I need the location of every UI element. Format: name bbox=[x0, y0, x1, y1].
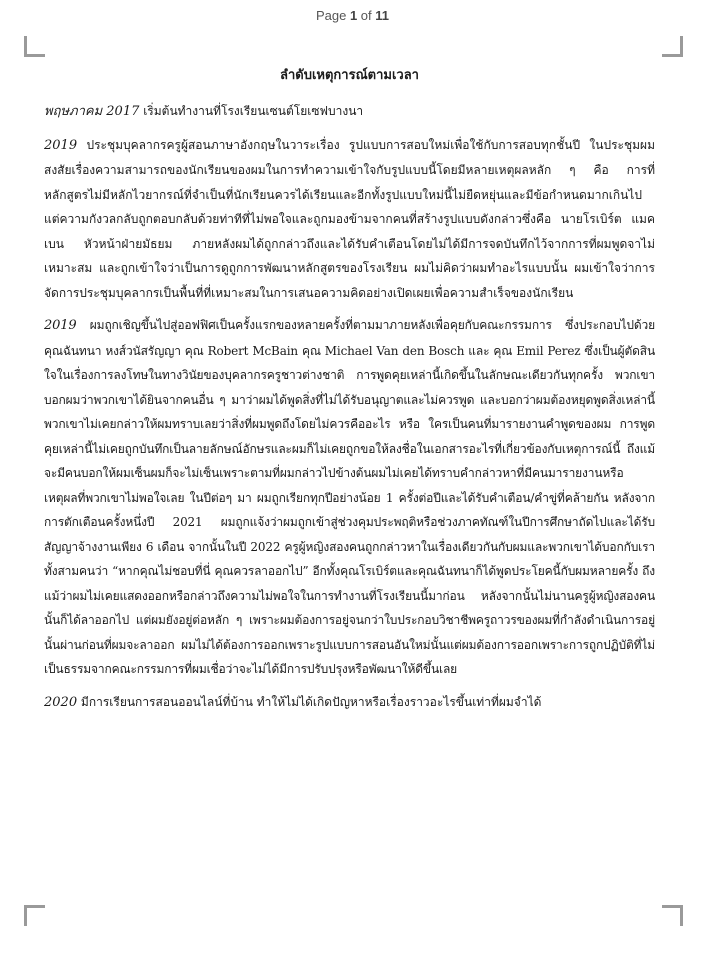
paragraph-text: มีการเรียนการสอนออนไลน์ที่บ้าน ทำให้ไม่ได้เกิดปัญหาหรือเรื่องราวอะไรขึ้นเท่าที่ผมจำได้ bbox=[77, 694, 542, 709]
page-corner-mark-bottom-right bbox=[662, 905, 683, 926]
paragraph-2019-office bbox=[44, 313, 655, 682]
paragraph-may-2017 bbox=[44, 99, 655, 125]
paragraph-date: พฤษภาคม 2017 bbox=[44, 104, 140, 119]
paragraph-2019-meeting bbox=[44, 133, 655, 306]
page-indicator bbox=[0, 8, 705, 23]
page-corner-mark-bottom-left bbox=[24, 905, 45, 926]
paragraph-text: ประชุมบุคลากรครูผู้สอนภาษาอังกฤษในวาระเรื่อง รูปแบบการสอบใหม่เพื่อใช้กับการสอบทุกชั้นปี ในประชุมผมสงสัยเรื่องความสามารถของนักเรียนของผมในการทำความเข้าใจกับรูปแบบนี้โดยมีหลายเหตุผลหลัก ๆ คือ การที่หลักสูตรไม่มีหลักไวยากรณ์ที่จำเป็นที่นักเรียนควรได้เรียนและอีกทั้งรูปแบบใหม่นี้ไม่ยืดหยุ่นและมีข้อกำหนดมากเกินไป แต่ความกังวลกลับถูกตอบกลับด้วยท่าทีที่ไม่พอใจและถูกมองข้ามจากคนที่สร้างรูปแบบดังกล่าวซึ่งคือ นายโรเบิร์ต แมคเบน หัวหน้าฝ่ายมัธยม ภายหลังผมได้ถูกกล่าวถึงและได้รับคำเตือนโดยไม่ได้มีการจดบันทึกไว้จากการที่ผมพูดจาไม่เหมาะสม และถูกเข้าใจว่าเป็นการดูถูกการพัฒนาหลักสูตรของโรงเรียน ผมไม่คิดว่าผมทำอะไรแบบนั้น ผมเข้าใจว่าการจัดการประชุมบุคลากรเป็นพื้นที่ที่เหมาะสมในการเสนอความคิดอย่างเปิดเผยเพื่อความสำเร็จของนักเรียน bbox=[44, 137, 655, 300]
page-total: 11 bbox=[375, 8, 390, 23]
paragraph-date: 2019 bbox=[44, 318, 77, 333]
document-body[interactable] bbox=[44, 60, 655, 723]
paragraph-text: ผมถูกเชิญขึ้นไปสู่ออฟฟิศเป็นครั้งแรกของหลายครั้งที่ตามมาภายหลังเพื่อคุยกับคณะกรรมการ ซึ่งประกอบไปด้วย คุณฉันทนา หงส์วนัสรัญญา คุณ Robert McBain คุณ Michael Van den Bosch และ คุณ Emil Perez ซึ่งเป็นผู้ตัดสินใจในเรื่องการลงโทษในทางวินัยของบุคลากรครูชาวต่างชาติ การพูดคุยเหล่านี้เกิดขึ้นในลักษณะเดียวกันทุกครั้ง พวกเขาบอกผมว่าพวกเขาได้ยินจากคนอื่น ๆ มาว่าผมได้พูดสิ่งที่ไม่ได้รับอนุญาตและไม่ควรพูด และบอกว่าผมต้องหยุดพูดสิ่งเหล่านี้ พวกเขาไม่เคยกล่าวให้ผมทราบเลยว่าสิ่งที่ผมพูดถึงโดยไม่ควรคืออะไร หรือ ใครเป็นคนที่มารายงานคำพูดของผม การพูดคุยเหล่านี้ไม่เคยถูกบันทึกเป็นลายลักษณ์อักษรและผมก็ไม่เคยถูกขอให้ลงชื่อในเอกสารอะไรที่เกี่ยวข้องกับเหตุการณ์นี้ ถึงแม้จะมีคนบอกให้ผมเซ็นผมก็จะไม่เซ็นเพราะตามที่ผมกล่าวไปข้างต้นผมไม่เคยได้ทราบคำกล่าวหาที่มีคนมารายงานหรือเหตุผลที่พวกเขาไม่พอใจเลย ในปีต่อๆ มา ผมถูกเรียกทุกปีอย่างน้อย 1 ครั้งต่อปีและได้รับคำเตือน/คำขู่ที่คล้ายกัน หลังจากการตักเตือนครั้งหนึ่งปี 2021 ผมถูกแจ้งว่าผมถูกเข้าสู่ช่วงคุมประพฤติหรือช่วงภาคทัณฑ์ในปีการศึกษาถัดไปและได้รับสัญญาจ้างงานเพียง 6 เดือน จากนั้นในปี 2022 ครูผู้หญิงสองคนถูกกล่าวหาในเรื่องเดียวกันกับผมและพวกเขาได้บอกกับเราทั้งสามคนว่า “หากคุณไม่ชอบที่นี่ คุณควรลาออกไป” อีกทั้งคุณโรเบิร์ตและคุณฉันทนาก็ได้พูดประโยคนี้กับผมหลายครั้ง ถึงแม้ว่าผมไม่เคยแสดงออกหรือกล่าวถึงความไม่พอใจในการทำงานที่โรงเรียนนี้มาก่อน หลังจากนั้นไม่นานครูผู้หญิงสองคนนั้นก็ได้ลาออกไป แต่ผมยังอยู่ต่อหลัก ๆ เพราะผมต้องการอยู่จนกว่าใบประกอบวิชาชีพครูถาวรของผมที่กำลังดำเนินการอยู่นั้นผ่านก่อนที่ผมจะลาออก ผมไม่ได้ต้องการออกเพราะรูปแบบการสอนอันใหม่นั้นแต่ผมต้องการออกเพราะการถูกปฏิบัติที่ไม่เป็นธรรมจากคณะกรรมการที่ผมเชื่อว่าจะไม่ได้มีการปรับปรุงหรือพัฒนาให้ดีขึ้นเลย bbox=[44, 318, 655, 676]
page-prefix: Page bbox=[315, 8, 350, 23]
paragraph-date: 2019 bbox=[44, 137, 78, 153]
page-current: 1 bbox=[349, 8, 358, 23]
page-corner-mark-top-left bbox=[24, 36, 45, 57]
paragraph-text: เริ่มต้นทำงานที่โรงเรียนเซนต์โยเซฟบางนา bbox=[139, 104, 364, 118]
paragraph-2020-online bbox=[44, 690, 655, 716]
page-middle: of bbox=[357, 8, 376, 23]
page-corner-mark-top-right bbox=[662, 36, 683, 57]
paragraph-date: 2020 bbox=[44, 694, 78, 710]
document-title: ลำดับเหตุการณ์ตามเวลา bbox=[280, 68, 419, 83]
